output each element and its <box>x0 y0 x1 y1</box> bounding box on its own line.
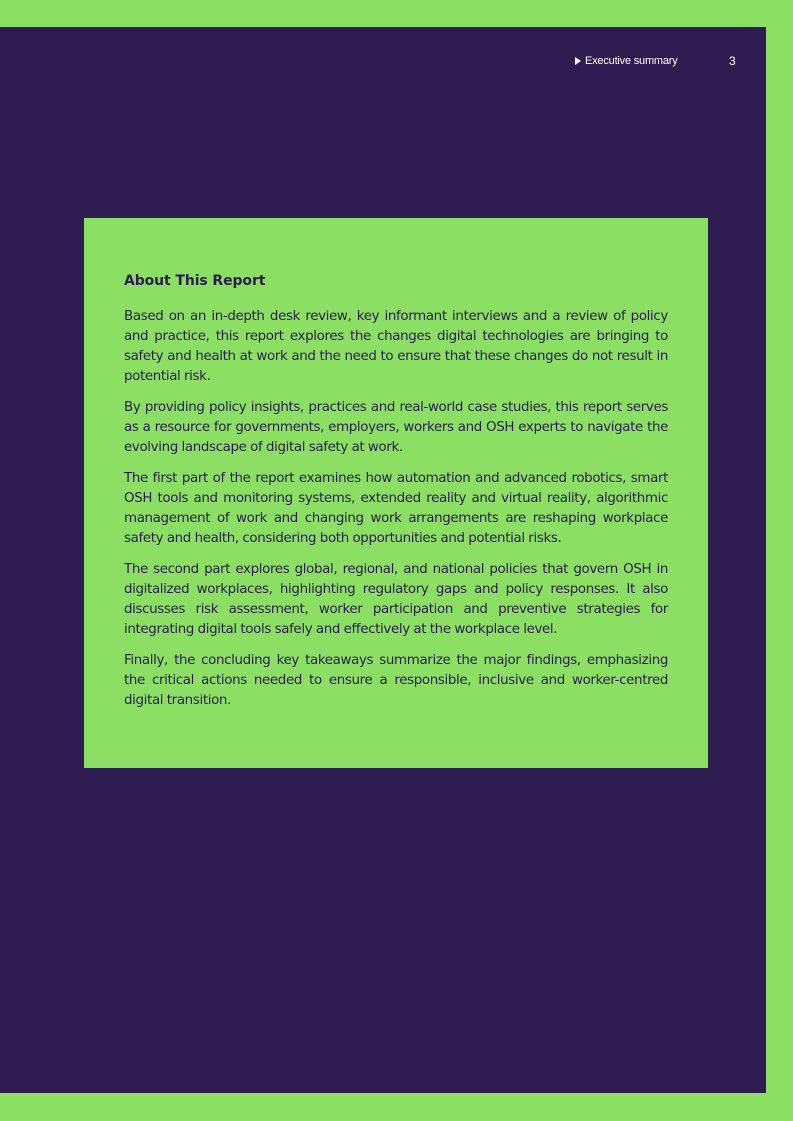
about-paragraph-4: The second part explores global, regional, and national policies that govern OSH in digitalized workplaces, highlighting regulatory gaps and policy responses. It also discusses risk assessment, worker participation and preventive strategies for integrating digital tools safely and effectively at the workplace level. <box>124 562 668 637</box>
about-paragraph-3: The first part of the report examines how automation and advanced robotics, smart OSH tools and monitoring systems, extended reality and virtual reality, algorithmic management of work and changing work arrangements are reshaping workplace safety and health, considering both opportunities and potential risks. <box>124 471 668 546</box>
about-paragraph-5: Finally, the concluding key takeaways summarize the major findings, emphasizing the critical actions needed to ensure a responsible, inclusive and worker-centred digital transition. <box>124 653 668 708</box>
about-paragraph-2: By providing policy insights, practices and real-world case studies, this report serves as a resource for governments, employers, workers and OSH experts to navigate the evolving landscape of digital safety at work. <box>124 400 668 455</box>
triangle-right-icon <box>575 57 581 65</box>
section-breadcrumb[interactable] <box>575 54 678 68</box>
about-report-box <box>84 218 708 768</box>
section-label: Executive summary <box>585 55 678 67</box>
page-number: 3 <box>729 54 736 68</box>
about-paragraph-1: Based on an in-depth desk review, key informant interviews and a review of policy and practice, this report explores the changes digital technologies are bringing to safety and health at work and the need to ensure that these changes do not result in potential risk. <box>124 309 668 384</box>
about-title: About This Report <box>124 273 266 289</box>
